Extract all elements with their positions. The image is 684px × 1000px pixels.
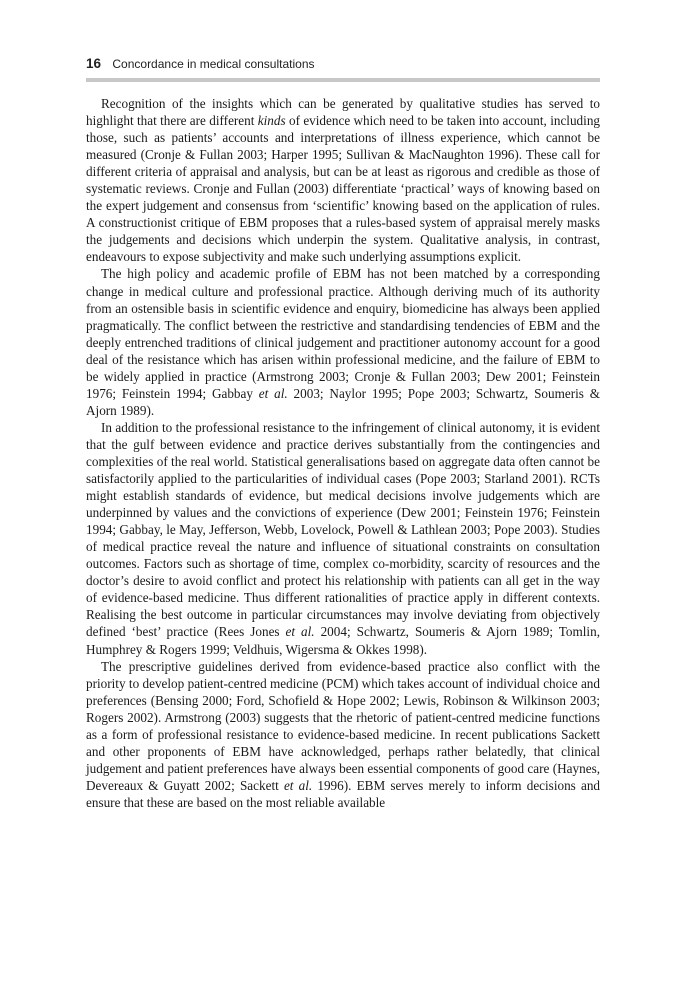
header-rule bbox=[86, 78, 600, 82]
running-title: Concordance in medical consultations bbox=[112, 57, 315, 71]
italic-text: et al. bbox=[285, 624, 315, 640]
text-run: 2004; Schwartz, Soumeris & Ajorn 1989; Tomlin, Humphrey & Rogers 1999; Veldhuis, Wigersma & Okkes 1998). bbox=[86, 624, 600, 657]
text-run: 1996). EBM serves merely to inform decisions and ensure that these are based on the most reliable available bbox=[86, 777, 601, 810]
text-run: The prescriptive guidelines derived from evidence-based practice also conflict with the priority to develop patient-centred medicine (PCM) which takes account of individual choice and preferences (Bensing 2000; Ford, Schofield & Hope 2002; Lewis, Robinson & Wilkinson 2003; Rogers 2002). Armstrong (2003) suggests that the rhetoric of patient-centred medicine functions as a form of professional resistance to evidence-based medicine. In recent publications Sackett and other proponents of EBM have acknowledged, perhaps rather belatedly, that clinical judgement and patient preferences have always been essential components of good care (Haynes, Devereaux & Guyatt 2002; Sackett bbox=[86, 658, 600, 793]
text-run: Recognition of the insights which can be generated by qualitative studies has served to highlight that there are different bbox=[86, 96, 600, 129]
paragraph bbox=[86, 658, 600, 811]
text-run: The high policy and academic profile of EBM has not been matched by a corresponding change in medical culture and professional practice. Although deriving much of its authority from an ostensible basis in scientific evidence and enquiry, biomedicine has always been applied pragmatically. The conflict between the restrictive and standardising tendencies of EBM and the deeply entrenched traditions of clinical judgement and practitioner autonomy account for a good deal of the resistance which has arisen within professional medicine, and the failure of EBM to be widely applied in practice (Armstrong 2003; Cronje & Fullan 2003; Dew 2001; Feinstein 1976; Feinstein 1994; Gabbay bbox=[86, 266, 600, 401]
paragraph bbox=[86, 95, 600, 265]
italic-text: kinds bbox=[257, 113, 286, 129]
text-run: 2003; Naylor 1995; Pope 2003; Schwartz, Soumeris & Ajorn 1989). bbox=[86, 385, 600, 418]
running-head bbox=[86, 54, 600, 74]
paragraph bbox=[86, 419, 600, 658]
page-number: 16 bbox=[86, 56, 102, 71]
italic-text: et al. bbox=[258, 385, 288, 401]
body-text bbox=[86, 95, 600, 811]
text-run: of evidence which need to be taken into account, including those, such as patients’ accounts and interpretations of illness experience, which cannot be measured (Cronje & Fullan 2003; Harper 1995; Sullivan & MacNaughton 1996). These call for different criteria of appraisal and analysis, but can be at least as rigorous and credible as those of systematic reviews. Cronje and Fullan (2003) differentiate ‘practical’ ways of knowing based on the expert judgement and consensus from ‘scientific’ knowing based on the application of rules. A constructionist critique of EBM proposes that a rules-based system of appraisal merely masks the judgements and decisions which underpin the system. Qualitative analysis, in contrast, endeavours to expose subjectivity and make such underlying assumptions explicit. bbox=[86, 113, 601, 265]
italic-text: et al. bbox=[283, 777, 313, 793]
paragraph bbox=[86, 265, 600, 418]
text-run: In addition to the professional resistance to the infringement of clinical autonomy, it is evident that the gulf between evidence and practice derives substantially from the contingencies and complexities of the real world. Statistical generalisations based on aggregate data often cannot be satisfactorily applied to the particularities of individual cases (Pope 2003; Starland 2001). RCTs might establish standards of evidence, but medical decisions involve judgements which are underpinned by values and the convictions of experience (Dew 2001; Feinstein 1976; Feinstein 1994; Gabbay, le May, Jefferson, Webb, Lovelock, Powell & Lathlean 2003; Pope 2003). Studies of medical practice reveal the nature and influence of situational constraints on consultation outcomes. Factors such as shortage of time, complex co-morbidity, scarcity of resources and the doctor’s desire to avoid conflict and protect his relationship with patients can all get in the way of evidence-based medicine. Thus different rationalities of practice apply in different contexts. Realising the best outcome in particular circumstances may involve deviating from objectively defined ‘best’ practice (Rees Jones bbox=[86, 419, 600, 640]
